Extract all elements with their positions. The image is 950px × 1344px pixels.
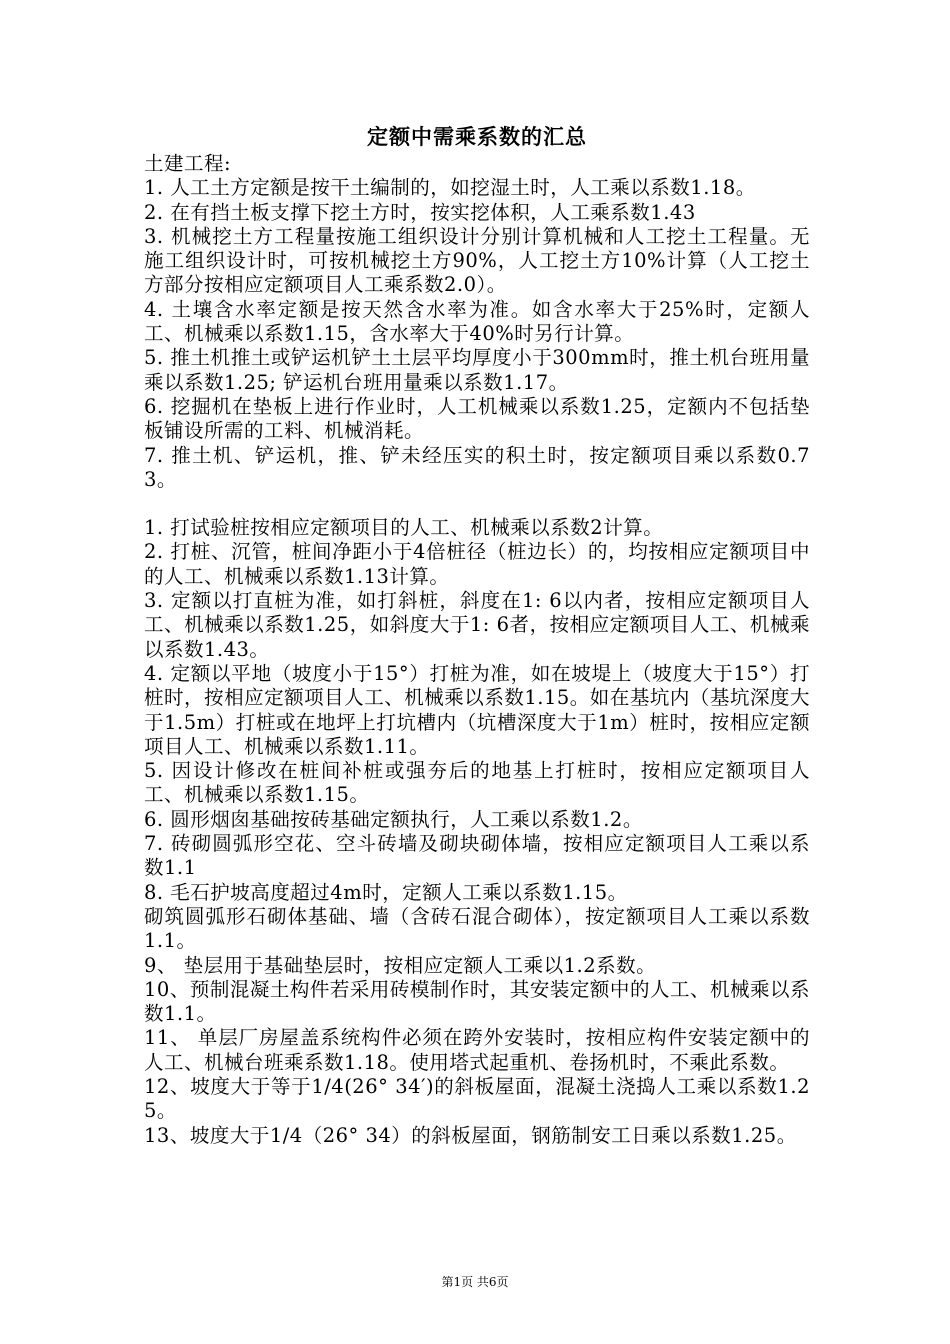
list-item: 1. 人工土方定额是按干土编制的，如挖湿土时，人工乘以系数1.18。 bbox=[144, 176, 756, 200]
list-item: 2. 在有挡土板支撑下挖土方时，按实挖体积，人工乘系数1.43 bbox=[144, 200, 696, 224]
piling-masonry-list bbox=[144, 516, 810, 1148]
list-item: 7. 砖砌圆弧形空花、空斗砖墙及砌块砌体墙，按相应定额项目人工乘以系数1.1 bbox=[144, 832, 810, 880]
document-page bbox=[144, 122, 810, 1148]
list-item: 6. 挖掘机在垫板上进行作业时，人工机械乘以系数1.25，定额内不包括垫板铺设所需的工料、机械消耗。 bbox=[144, 394, 810, 443]
list-item: 4. 定额以平地（坡度小于15°）打桩为准，如在坡堤上（坡度大于15°）打桩时，按相应定额项目人工、机械乘以系数1.15。如在基坑内（基坑深度大于1.5m）打桩或在地坪上打坑槽内（坑槽深度大于1m）桩时，按相应定额项目人工、机械乘以系数1.11。 bbox=[144, 661, 810, 758]
list-item: 砌筑圆弧形石砌体基础、墙（含砖石混合砌体），按定额项目人工乘以系数1.1。 bbox=[144, 904, 810, 953]
section-spacer bbox=[144, 492, 810, 516]
list-item: 3. 机械挖土方工程量按施工组织设计分别计算机械和人工挖土工程量。无施工组织设计时，可按机械挖土方90%，人工挖土方10%计算（人工挖土方部分按相应定额项目人工乘系数2.0）。 bbox=[144, 224, 810, 297]
list-item: 5. 因设计修改在桩间补桩或强夯后的地基上打桩时，按相应定额项目人工、机械乘以系数1.15。 bbox=[144, 759, 810, 807]
list-item: 7. 推土机、铲运机，推、铲未经压实的积土时，按定额项目乘以系数0.73。 bbox=[144, 443, 810, 491]
list-item: 4. 土壤含水率定额是按天然含水率为准。如含水率大于25%时，定额人工、机械乘以系数1.15，含水率大于40%时另行计算。 bbox=[144, 297, 810, 346]
list-item: 13、坡度大于1/4（26° 34）的斜板屋面，钢筋制安工日乘以系数1.25。 bbox=[144, 1123, 797, 1147]
document-title: 定额中需乘系数的汇总 bbox=[367, 124, 587, 149]
list-item: 12、坡度大于等于1/4(26° 34′)的斜板屋面，混凝土浇捣人工乘以系数1.25。 bbox=[144, 1074, 810, 1123]
list-item: 11、 单层厂房屋盖系统构件必须在跨外安装时，按相应构件安装定额中的人工、机械台班乘系数1.18。使用塔式起重机、卷扬机时，不乘此系数。 bbox=[144, 1026, 810, 1074]
page-footer: 第1页 共6页 bbox=[441, 1275, 509, 1289]
list-item: 2. 打桩、沉管，桩间净距小于4倍桩径（桩边长）的，均按相应定额项目中的人工、机械乘以系数1.13计算。 bbox=[144, 540, 810, 588]
list-item: 8. 毛石护坡高度超过4m时，定额人工乘以系数1.15。 bbox=[144, 880, 628, 904]
list-item: 5. 推土机推土或铲运机铲土土层平均厚度小于300mm时，推土机台班用量乘以系数1.25; 铲运机台班用量乘以系数1.17。 bbox=[144, 346, 810, 394]
list-item: 3. 定额以打直桩为准，如打斜桩，斜度在1: 6以内者，按相应定额项目人工、机械乘以系数1.25，如斜度大于1: 6者，按相应定额项目人工、机械乘以系数1.43。 bbox=[144, 589, 810, 661]
section-heading: 土建工程: bbox=[144, 152, 232, 175]
list-item: 10、预制混凝土构件若采用砖模制作时，其安装定额中的人工、机械乘以系数1.1。 bbox=[144, 977, 810, 1026]
list-item: 6. 圆形烟囱基础按砖基础定额执行，人工乘以系数1.2。 bbox=[144, 807, 643, 831]
list-item: 9、 垫层用于基础垫层时，按相应定额人工乘以1.2系数。 bbox=[144, 953, 657, 977]
earthwork-list bbox=[144, 176, 810, 492]
list-item: 1. 打试验桩按相应定额项目的人工、机械乘以系数2计算。 bbox=[144, 516, 664, 540]
